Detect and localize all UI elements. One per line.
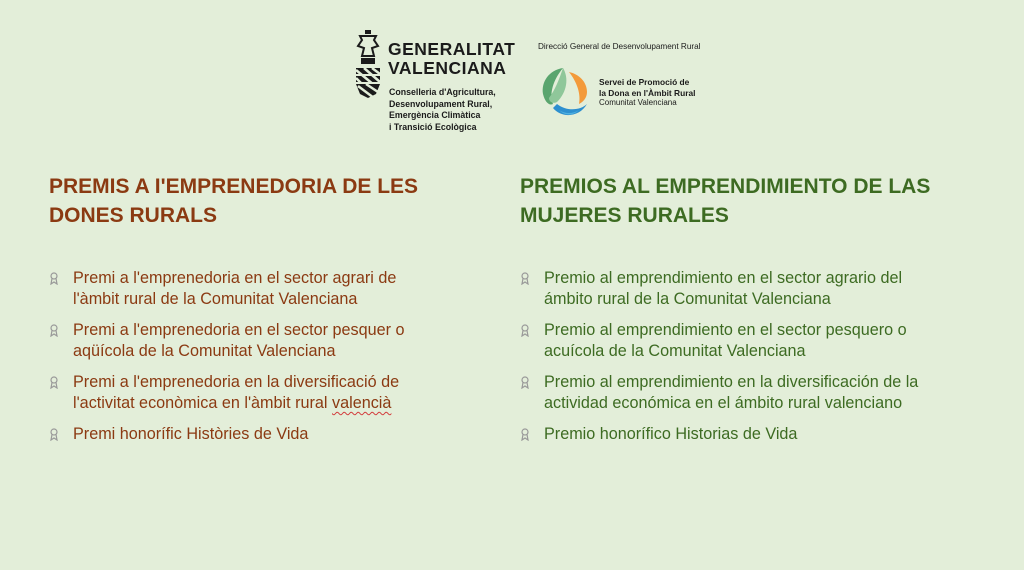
item-line: l'àmbit rural de la Comunitat Valenciana xyxy=(73,290,358,308)
title-line: PREMIS A I'EMPRENEDORIA DE LES xyxy=(49,175,419,198)
spanish-title xyxy=(520,172,1000,230)
item-line: Premi a l'emprenedoria en el sector agrari de xyxy=(73,269,397,287)
servei-line: la Dona en l'Àmbit Rural xyxy=(599,87,696,98)
item-line: l'activitat econòmica en l'àmbit rural xyxy=(73,394,332,412)
item-line: Premio al emprendimiento en el sector agrario del xyxy=(544,269,903,287)
item-line: Premio al emprendimiento en la diversificación de la xyxy=(544,373,919,391)
servei-name xyxy=(599,77,695,109)
item-line: aqüícola de la Comunitat Valenciana xyxy=(73,342,336,360)
dept-line: Conselleria d'Agricultura, xyxy=(389,87,496,97)
servei-line: Servei de Promoció de xyxy=(599,77,690,87)
spanish-award-list xyxy=(520,268,1000,455)
list-item xyxy=(49,268,489,310)
dept-line: Emergència Climàtica xyxy=(389,110,481,120)
title-line: MUJERES RURALES xyxy=(520,204,729,227)
title-line: DONES RURALS xyxy=(49,204,218,227)
ribbon-bullet-icon xyxy=(49,428,59,441)
ribbon-bullet-icon xyxy=(49,324,59,337)
servei-logo-icon xyxy=(539,64,591,120)
title-line: PREMIOS AL EMPRENDIMIENTO DE LAS xyxy=(520,175,931,198)
item-line: ámbito rural de la Comunitat Valenciana xyxy=(544,290,831,308)
valencian-award-list xyxy=(49,268,489,455)
item-line: Premio honorífico Historias de Vida xyxy=(544,425,798,443)
gva-emblem-icon xyxy=(352,28,384,100)
servei-region: Comunitat Valenciana xyxy=(599,98,677,107)
gva-name-line1: GENERALITAT xyxy=(388,39,516,59)
spellcheck-word[interactable]: valencià xyxy=(332,394,392,412)
item-line: acuícola de la Comunitat Valenciana xyxy=(544,342,806,360)
list-item xyxy=(49,320,489,362)
list-item xyxy=(49,424,489,445)
item-line: Premi a l'emprenedoria en la diversificació de xyxy=(73,373,400,391)
list-item xyxy=(520,372,1000,414)
dept-line: Desenvolupament Rural, xyxy=(389,98,493,109)
item-line: actividad económica en el ámbito rural valenciano xyxy=(544,394,903,412)
ribbon-bullet-icon xyxy=(520,272,530,285)
ribbon-bullet-icon xyxy=(49,272,59,285)
list-item xyxy=(520,320,1000,362)
list-item xyxy=(49,372,489,414)
ribbon-bullet-icon xyxy=(520,428,530,441)
list-item xyxy=(520,268,1000,310)
ribbon-bullet-icon xyxy=(520,376,530,389)
dept-line: i Transició Ecològica xyxy=(389,121,477,132)
ribbon-bullet-icon xyxy=(520,324,530,337)
list-item xyxy=(520,424,1000,445)
generalitat-logo xyxy=(350,26,530,141)
generalitat-name xyxy=(388,40,515,78)
gva-name-line2: VALENCIANA xyxy=(388,58,507,78)
spanish-column xyxy=(520,172,1000,443)
item-line: Premi a l'emprenedoria en el sector pesquer o xyxy=(73,321,405,339)
valencian-column xyxy=(49,172,489,443)
valencian-title xyxy=(49,172,489,230)
conselleria-name xyxy=(389,87,496,133)
item-line: Premio al emprendimiento en el sector pesquero o xyxy=(544,321,907,339)
direccio-general-label: Direcció General de Desenvolupament Rural xyxy=(538,42,701,51)
item-line: Premi honorífic Històries de Vida xyxy=(73,425,309,443)
ribbon-bullet-icon xyxy=(49,376,59,389)
header-logos xyxy=(350,26,720,141)
